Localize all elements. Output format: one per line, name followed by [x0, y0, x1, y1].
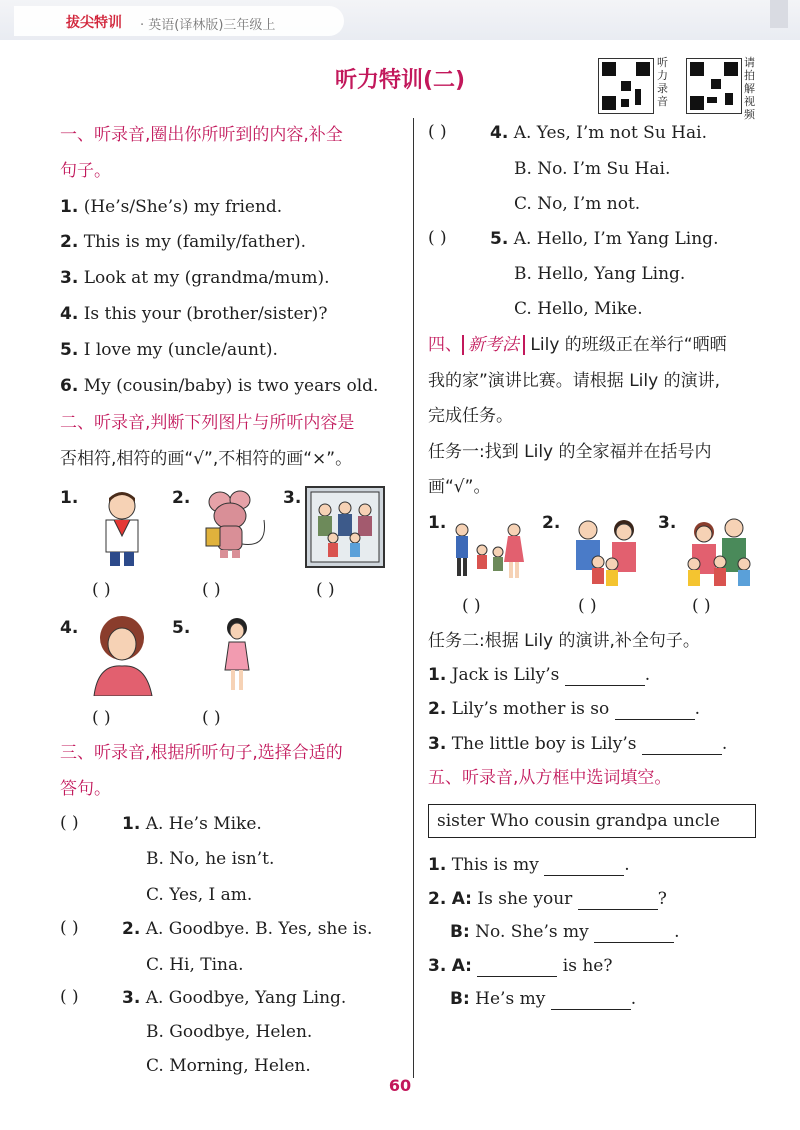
word-bank-box — [428, 804, 756, 838]
question-option: C. No, I’m not. — [514, 194, 641, 214]
word-bank-words: sister Who cousin grandpa uncle — [437, 811, 720, 831]
answer-parentheses[interactable]: ( ) — [462, 596, 481, 616]
answer-parentheses[interactable]: ( ) — [60, 813, 79, 833]
task1-instruction: 任务一:找到 Lily 的全家福并在括号内 — [428, 442, 712, 462]
bookmark-icon — [770, 0, 788, 28]
answer-parentheses[interactable]: ( ) — [428, 228, 447, 248]
section1-heading: 一、听录音,圈出你所听到的内容,补全 — [60, 125, 343, 145]
list-item: 5. I love my (uncle/aunt). — [60, 340, 278, 360]
mouse-picture — [198, 490, 274, 562]
section2-heading-cont: 否相符,相符的画“√”,不相符的画“×”。 — [60, 449, 353, 469]
question-option: C. Hello, Mike. — [514, 299, 643, 319]
answer-parentheses[interactable]: ( ) — [578, 596, 597, 616]
section3-heading: 三、听录音,根据所听句子,选择合适的 — [60, 743, 343, 763]
task2-instruction: 任务二:根据 Lily 的演讲,补全句子。 — [428, 631, 700, 651]
answer-blank[interactable] — [477, 959, 557, 977]
question-option: B. Hello, Yang Ling. — [514, 264, 686, 284]
pic-label: 3. — [658, 513, 677, 533]
question-option: B. No, he isn’t. — [146, 849, 275, 869]
question-option: B. No. I’m Su Hai. — [514, 159, 671, 179]
family-walking-picture — [448, 520, 528, 584]
header-brand: 拔尖特训 — [66, 15, 122, 31]
pic-label: 2. — [172, 488, 191, 508]
page-header — [0, 0, 800, 40]
pic-label: 2. — [542, 513, 561, 533]
family-portrait-picture — [566, 518, 646, 588]
answer-parentheses[interactable]: ( ) — [202, 708, 221, 728]
pic-label: 1. — [60, 488, 79, 508]
fill-in-item: 3. The little boy is Lily’s . — [428, 734, 728, 754]
section4-heading-cont: 我的家”演讲比赛。请根据 Lily 的演讲, — [428, 371, 720, 391]
page-number: 60 — [388, 1076, 412, 1095]
boy-picture — [92, 488, 152, 568]
pic-label: 5. — [172, 618, 191, 638]
girl-picture — [222, 616, 252, 696]
question-option: C. Yes, I am. — [146, 885, 253, 905]
pic-label: 4. — [60, 618, 79, 638]
answer-parentheses[interactable]: ( ) — [316, 580, 335, 600]
fill-in-item: 3. A: is he? — [428, 956, 613, 976]
qr-label-video: 请拍解视频 — [744, 56, 755, 121]
fill-in-item: B: He’s my . — [450, 989, 637, 1009]
section3-heading-cont: 答句。 — [60, 779, 111, 799]
list-item: 1. (He’s/She’s) my friend. — [60, 197, 283, 217]
page-title: 听力特训(二) — [334, 68, 466, 93]
fill-in-item: 2. A: Is she your ? — [428, 889, 667, 909]
answer-blank[interactable] — [594, 925, 674, 943]
new-method-badge: 新考法 — [462, 335, 525, 355]
section2-heading: 二、听录音,判断下列图片与所听内容是 — [60, 413, 355, 433]
answer-parentheses[interactable]: ( ) — [202, 580, 221, 600]
question-option: 2. A. Goodbye. B. Yes, she is. — [122, 919, 373, 939]
woman-picture — [90, 614, 156, 696]
pic-label: 1. — [428, 513, 447, 533]
family-photo-picture — [305, 486, 385, 568]
answer-parentheses[interactable]: ( ) — [92, 708, 111, 728]
question-option: 1. A. He’s Mike. — [122, 814, 262, 834]
pic-label: 3. — [283, 488, 302, 508]
section4-heading: 四、 新考法 Lily 的班级正在举行“晒晒 — [428, 335, 727, 355]
list-item: 6. My (cousin/baby) is two years old. — [60, 376, 379, 396]
answer-parentheses[interactable]: ( ) — [692, 596, 711, 616]
fill-in-item: 1. This is my . — [428, 855, 630, 875]
answer-blank[interactable] — [551, 992, 631, 1010]
question-option: 4. A. Yes, I’m not Su Hai. — [490, 123, 707, 143]
answer-parentheses[interactable]: ( ) — [60, 987, 79, 1007]
column-divider — [413, 118, 414, 1078]
question-option: B. Goodbye, Helen. — [146, 1022, 313, 1042]
family-group-picture — [680, 518, 760, 588]
fill-in-item: B: No. She’s my . — [450, 922, 680, 942]
list-item: 3. Look at my (grandma/mum). — [60, 268, 330, 288]
question-option: C. Hi, Tina. — [146, 955, 244, 975]
question-option: 5. A. Hello, I’m Yang Ling. — [490, 229, 719, 249]
answer-parentheses[interactable]: ( ) — [428, 122, 447, 142]
qr-code-icon[interactable] — [686, 58, 742, 114]
qr-label-audio: 听力录音 — [657, 56, 668, 108]
header-subtitle: · 英语(译林版)三年级上 — [140, 18, 276, 33]
qr-code-icon[interactable] — [598, 58, 654, 114]
question-option: 3. A. Goodbye, Yang Ling. — [122, 988, 347, 1008]
list-item: 4. Is this your (brother/sister)? — [60, 304, 328, 324]
question-option: C. Morning, Helen. — [146, 1056, 311, 1076]
fill-in-item: 2. Lily’s mother is so . — [428, 699, 701, 719]
section4-heading-cont: 完成任务。 — [428, 406, 513, 426]
fill-in-item: 1. Jack is Lily’s . — [428, 665, 651, 685]
list-item: 2. This is my (family/father). — [60, 232, 307, 252]
section5-heading: 五、听录音,从方框中选词填空。 — [428, 768, 672, 788]
answer-blank[interactable] — [544, 858, 624, 876]
answer-parentheses[interactable]: ( ) — [92, 580, 111, 600]
answer-blank[interactable] — [642, 737, 722, 755]
answer-parentheses[interactable]: ( ) — [60, 918, 79, 938]
answer-blank[interactable] — [615, 702, 695, 720]
answer-blank[interactable] — [565, 668, 645, 686]
section1-heading-cont: 句子。 — [60, 161, 111, 181]
task1-instruction-cont: 画“√”。 — [428, 477, 491, 497]
answer-blank[interactable] — [578, 892, 658, 910]
